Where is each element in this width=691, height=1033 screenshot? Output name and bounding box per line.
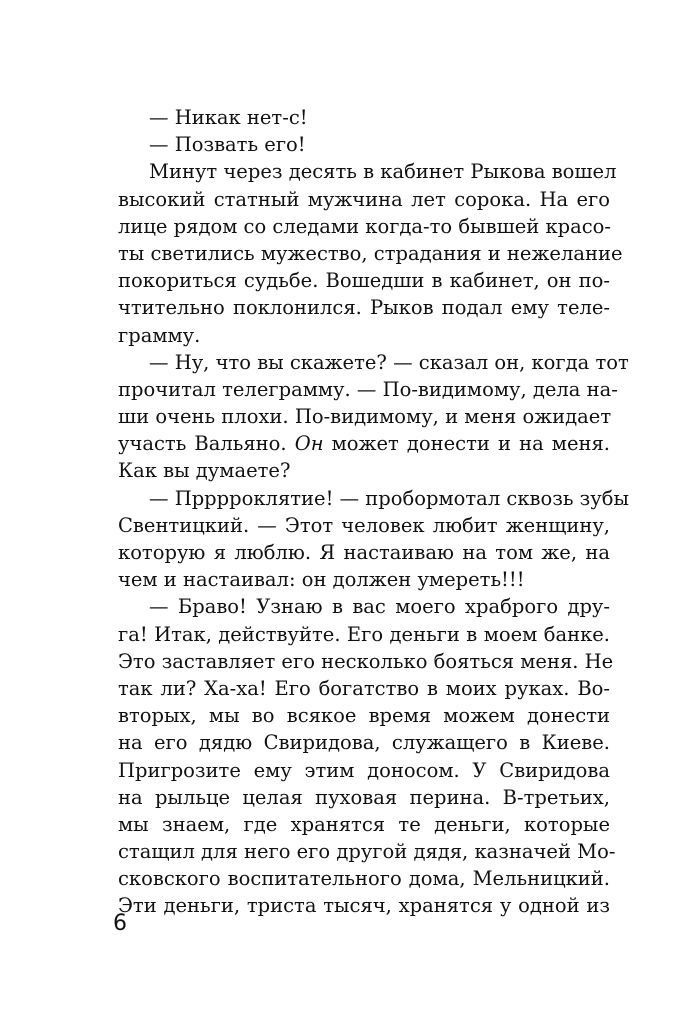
page-number: 6: [113, 911, 127, 936]
text-line: [118, 294, 610, 321]
text-line-continuation: может донести и на меня.: [323, 432, 610, 456]
text-line-content: Это заставляет его несколько бояться меня. Не: [118, 649, 614, 673]
text-line: [118, 593, 610, 620]
text-line-content: сковского воспитательного дома, Мельницкий.: [118, 867, 610, 891]
text-line-content: грамму.: [118, 323, 201, 347]
text-line: [118, 267, 610, 294]
text-line-content: Как вы думаете?: [118, 459, 291, 483]
text-line: [118, 240, 623, 267]
text-line-content: — Прррроклятие! — пробормотал сквозь зубы: [149, 486, 630, 510]
text-line-content: Эти деньги, триста тысяч, хранятся у одной из: [118, 894, 610, 918]
body-text: [118, 104, 630, 920]
text-line-content: чтительно поклонился. Рыков подал ему теле-: [118, 296, 610, 320]
text-line: [118, 539, 610, 566]
text-line-content: — Позвать его!: [149, 133, 306, 157]
text-line-content: — Ну, что вы скажете? — сказал он, когда тот: [149, 350, 629, 374]
text-line-content: которую я люблю. Я настаиваю на том же, на: [118, 541, 610, 564]
text-line-content: — Никак нет-с!: [149, 106, 308, 129]
text-line: [118, 702, 610, 729]
text-line: [118, 648, 614, 675]
text-line-content: так ли? Ха-ха! Его богатство в моих руках. Во-: [118, 676, 610, 700]
text-line: [118, 131, 610, 158]
text-line-content: вторых, мы во всякое время можем донести: [118, 704, 610, 728]
text-line-content: высокий статный мужчина лет сорока. На его: [118, 187, 610, 211]
text-line-content: ши очень плохи. По-видимому, и меня ожидает: [118, 405, 612, 429]
text-line-content: прочитал телеграмму. — По-видимому, дела на-: [118, 377, 618, 401]
italic-emphasis: Он: [294, 432, 324, 456]
text-line-content: стащил для него его другой дядя, казначей Мо-: [118, 840, 616, 864]
text-line: [118, 729, 610, 756]
text-line-content: лице рядом со следами когда-то бывшей красо-: [118, 214, 612, 238]
text-line-content: чем и настаивал: он должен умереть!!!: [118, 568, 525, 592]
text-line-content: Свентицкий. — Этот человек любит женщину,: [118, 513, 610, 537]
text-line: [118, 485, 630, 512]
text-line: [118, 811, 610, 838]
text-line-content: участь Вальяно.: [118, 432, 295, 456]
text-line: [118, 566, 610, 593]
text-line: [118, 757, 610, 784]
text-line: [118, 838, 616, 865]
text-line: [118, 213, 610, 240]
text-line-content: мы знаем, где хранятся те деньги, которые: [118, 812, 610, 836]
text-line: [118, 675, 610, 702]
text-line: [118, 784, 610, 811]
text-line: [118, 892, 610, 919]
text-line: [118, 621, 610, 648]
text-line-content: покориться судьбе. Вошедши в кабинет, он по-: [118, 269, 610, 293]
text-line: [118, 104, 610, 131]
text-line-content: Пригрозите ему этим доносом. У Свиридова: [118, 758, 610, 782]
text-line-content: ты светились мужество, страдания и нежелание: [118, 241, 623, 265]
text-line-content: Минут через десять в кабинет Рыкова вошел: [149, 160, 617, 184]
text-line: [118, 403, 610, 430]
text-line-content: на рыльце целая пуховая перина. В-третьих,: [118, 785, 610, 809]
text-line: [118, 865, 610, 892]
text-line: [118, 512, 610, 539]
text-line-content: га! Итак, действуйте. Его деньги в моем банке.: [118, 622, 610, 646]
text-line: [118, 186, 610, 213]
text-line: [118, 158, 617, 185]
text-line-content: — Браво! Узнаю в вас моего храброго дру-: [149, 595, 610, 619]
text-line-content: на его дядю Свиридова, служащего в Киеве.: [118, 731, 610, 755]
text-line: [118, 430, 610, 457]
text-line: [118, 457, 610, 484]
text-line: [118, 349, 629, 376]
text-line: [118, 322, 610, 349]
text-line: [118, 376, 618, 403]
